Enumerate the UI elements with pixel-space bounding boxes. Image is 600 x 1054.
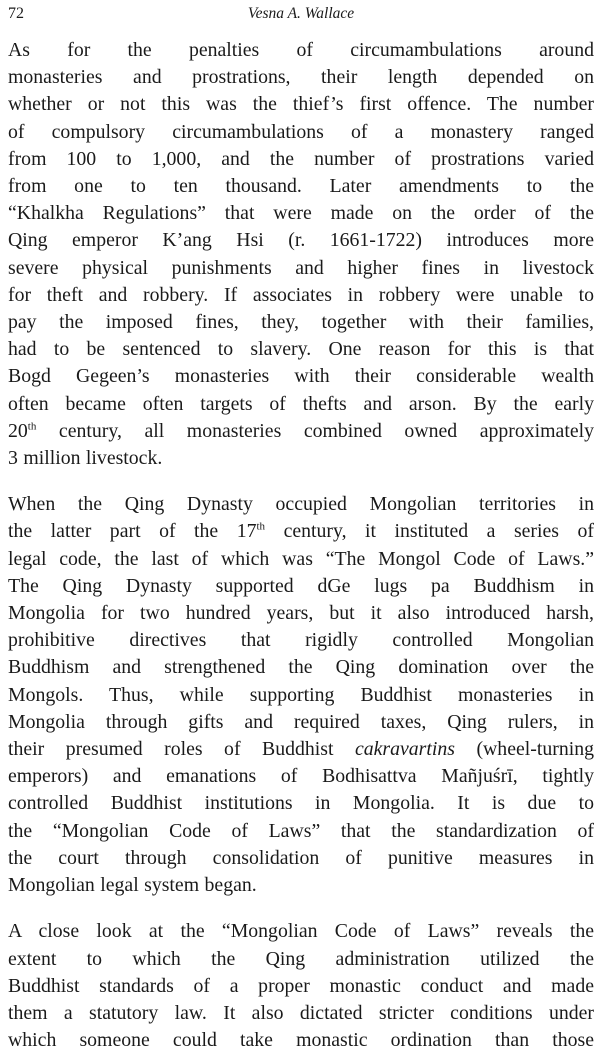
ordinal-number: 20	[8, 419, 28, 442]
text-line: extent to which the Qing administration utilized the	[8, 947, 594, 970]
text-line: “Khalkha Regulations” that were made on the order of the	[8, 202, 594, 225]
text-line: Bogd Gegeen’s monasteries with their considerable wealth	[8, 365, 594, 388]
text-line: Qing emperor K’ang Hsi (r. 1661-1722) introduces more	[8, 229, 594, 252]
text-line-ordinal	[8, 418, 594, 445]
text-line-ordinal	[8, 518, 594, 545]
paragraph-qing-dynasty	[8, 491, 594, 899]
text-line: Mongolia for two hundred years, but it also introduced harsh,	[8, 602, 594, 625]
line-remainder: century, it instituted a series of	[265, 520, 594, 543]
text-line: which someone could take monastic ordination than those	[8, 1029, 594, 1052]
italic-term: cakravartins	[354, 738, 455, 761]
running-header	[8, 5, 594, 37]
text-line: had to be sentenced to slavery. One reason for this is that	[8, 338, 594, 361]
text-line: Mongolia through gifts and required taxes, Qing rulers, in	[8, 710, 594, 733]
ordinal-suffix: th	[27, 420, 37, 433]
text-line: them a statutory law. It also dictated stricter conditions under	[8, 1001, 594, 1024]
line-prefix: the latter part of the 17	[8, 520, 257, 543]
text-line: prohibitive directives that rigidly controlled Mongolian	[8, 629, 594, 652]
text-line: of compulsory circumambulations of a monastery ranged	[8, 120, 594, 143]
line-remainder: century, all monasteries combined owned approximately	[36, 419, 594, 442]
ordinal-suffix: th	[256, 520, 266, 533]
book-page	[8, 0, 594, 1052]
text-line: monasteries and prostrations, their length depended on	[8, 66, 594, 89]
text-line: As for the penalties of circumambulations around	[8, 39, 594, 61]
text-line-italic	[8, 736, 594, 763]
text-line: for theft and robbery. If associates in robbery were unable to	[8, 283, 594, 306]
body-text	[8, 37, 594, 1054]
text-line: legal code, the last of which was “The Mongol Code of Laws.”	[8, 547, 594, 570]
running-title: Vesna A. Wallace	[247, 5, 355, 22]
line-prefix: their presumed roles of Buddhist	[8, 738, 355, 761]
text-line: pay the imposed fines, they, together with their families,	[8, 311, 594, 334]
text-line: When the Qing Dynasty occupied Mongolian territories in	[8, 493, 594, 516]
text-line: whether or not this was the thief’s first offence. The number	[8, 93, 594, 116]
text-line: the court through consolidation of punitive measures in	[8, 846, 594, 869]
text-line: emperors) and emanations of Bodhisattva Mañjuśrī, tightly	[8, 765, 594, 788]
paragraph-penalties	[8, 37, 594, 472]
text-line: A close look at the “Mongolian Code of Laws” reveals the	[8, 920, 594, 943]
text-line: from one to ten thousand. Later amendments to the	[8, 175, 594, 198]
text-line: Buddhism and strengthened the Qing domination over the	[8, 656, 594, 679]
text-line: Mongolian legal system began.	[8, 874, 257, 897]
text-line: from 100 to 1,000, and the number of prostrations varied	[8, 147, 594, 170]
text-line: controlled Buddhist institutions in Mongolia. It is due to	[8, 792, 594, 815]
text-line: often became often targets of thefts and arson. By the early	[8, 392, 594, 415]
page-number: 72	[8, 5, 24, 22]
text-line: Mongols. Thus, while supporting Buddhist monasteries in	[8, 683, 594, 706]
text-line: 3 million livestock.	[8, 447, 163, 470]
text-line: Buddhist standards of a proper monastic conduct and made	[8, 974, 594, 997]
paragraph-code-of-laws	[8, 918, 594, 1054]
text-line: severe physical punishments and higher fines in livestock	[8, 256, 594, 279]
text-line: The Qing Dynasty supported dGe lugs pa Buddhism in	[8, 574, 594, 597]
line-remainder: (wheel-turning	[454, 738, 594, 761]
text-line: the “Mongolian Code of Laws” that the standardization of	[8, 819, 594, 842]
